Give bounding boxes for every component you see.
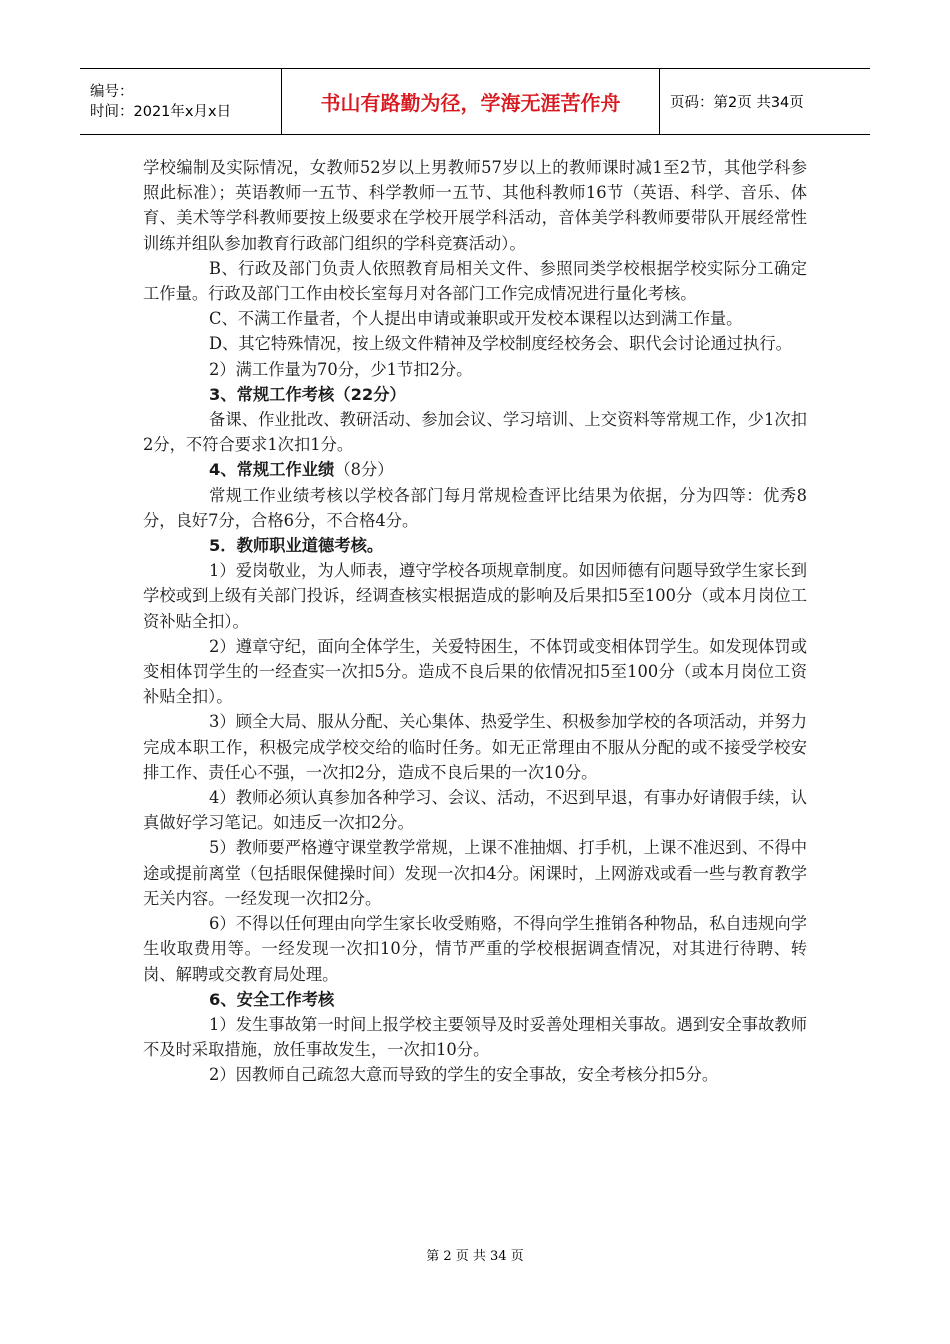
page-footer xyxy=(0,1245,950,1264)
paragraph: 4）教师必须认真参加各种学习、会议、活动，不迟到早退，有事办好请假手续，认真做好学习笔记。如违反一次扣2分。 xyxy=(143,788,807,833)
header-motto xyxy=(282,69,660,134)
header-page-label: 页码：第2页 共34页 xyxy=(670,95,804,111)
paragraph: 2）遵章守纪，面向全体学生，关爱特困生，不体罚或变相体罚学生。如发现体罚或变相体罚学生的一经查实一次扣5分。造成不良后果的依情况扣5至100分（或本月岗位工资补贴全扣）。 xyxy=(143,636,807,707)
section-heading-4-note: （8分） xyxy=(334,460,394,480)
section-heading-4-title: 4、常规工作业绩 xyxy=(209,460,335,480)
paragraph: 6）不得以任何理由向学生家长收受贿赂，不得向学生推销各种物品，私自违规向学生收取费用等。一经发现一次扣10分，情节严重的学校根据调查情况，对其进行待聘、转岗、解聘或交教育局处理。 xyxy=(143,914,807,984)
paragraph: 常规工作业绩考核以学校各部门每月常规检查评比结果为依据，分为四等：优秀8分，良好7分，合格6分，不合格4分。 xyxy=(143,485,807,530)
paragraph: D、其它特殊情况，按上级文件精神及学校制度经校务会、职代会讨论通过执行。 xyxy=(209,334,792,354)
document-number-label: 编号： xyxy=(90,83,134,100)
section-heading-4 xyxy=(143,457,807,482)
paragraph: 1）发生事故第一时间上报学校主要领导及时妥善处理相关事故。遇到安全事故教师不及时采取措施，放任事故发生，一次扣10分。 xyxy=(143,1014,807,1060)
document-body xyxy=(143,155,807,1088)
header-page-info xyxy=(660,69,870,134)
header-meta xyxy=(80,69,282,134)
paragraph: 备课、作业批改、教研活动、参加会议、学习培训、上交资料等常规工作，少1次扣2分，不符合要求1次扣1分。 xyxy=(143,410,807,455)
paragraph: 2）因教师自己疏忽大意而导致的学生的安全事故，安全考核分扣5分。 xyxy=(209,1065,719,1085)
paragraph: 学校编制及实际情况，女教师52岁以上男教师57岁以上的教师课时减1至2节，其他学科参照此标准）；英语教师一五节、科学教师一五节、其他科教师16节（英语、科学、音乐、体育、美术等学科教师要按上级要求在学校开展学科活动，音体美学科教师要带队开展经常性训练并组队参加教育行政部门组织的学科竞赛活动）。 xyxy=(143,158,807,253)
section-heading-3: 3、常规工作考核（22分） xyxy=(209,384,406,404)
page-header xyxy=(80,68,870,135)
paragraph: 2）满工作量为70分，少1节扣2分。 xyxy=(209,359,473,379)
section-heading-6: 6、安全工作考核 xyxy=(209,989,335,1009)
section-heading-5: 5．教师职业道德考核。 xyxy=(209,536,384,556)
document-date: 时间：2021年x月x日 xyxy=(90,103,232,120)
paragraph: 3）顾全大局、服从分配、关心集体、热爱学生、积极参加学校的各项活动，并努力完成本职工作，积极完成学校交给的临时任务。如无正常理由不服从分配的或不接受学校安排工作、责任心不强，一次扣2分，造成不良后果的一次10分。 xyxy=(143,712,807,782)
footer-page-number: 第 2 页 共 34 页 xyxy=(426,1249,524,1264)
motto-text: 书山有路勤为径，学海无涯苦作舟 xyxy=(320,91,621,115)
paragraph: B、行政及部门负责人依照教育局相关文件、参照同类学校根据学校实际分工确定工作量。行政及部门工作由校长室每月对各部门工作完成情况进行量化考核。 xyxy=(143,258,807,304)
paragraph: 1）爱岗敬业，为人师表，遵守学校各项规章制度。如因师德有问题导致学生家长到学校或到上级有关部门投诉，经调查核实根据造成的影响及后果扣5至100分（或本月岗位工资补贴全扣）。 xyxy=(143,561,807,631)
paragraph: 5）教师要严格遵守课堂教学常规，上课不准抽烟、打手机，上课不准迟到、不得中途或提前离堂（包括眼保健操时间）发现一次扣4分。闲课时，上网游戏或看一些与教育教学无关内容。一经发现一次扣2分。 xyxy=(143,838,807,908)
paragraph: C、不满工作量者，个人提出申请或兼职或开发校本课程以达到满工作量。 xyxy=(209,309,743,329)
